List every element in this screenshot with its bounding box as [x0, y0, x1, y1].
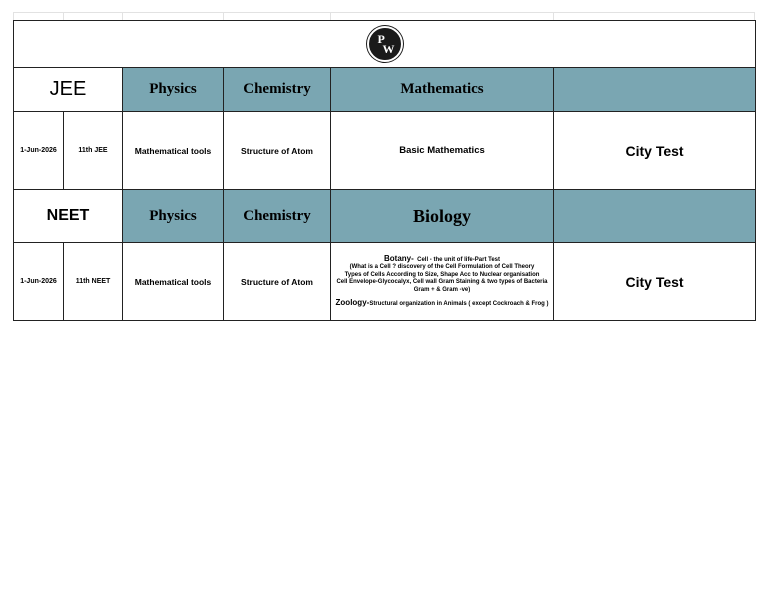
- schedule-table: [13, 20, 756, 321]
- neet-exam-label: NEET: [14, 190, 123, 243]
- neet-biology-header: Biology: [331, 190, 554, 243]
- neet-biology-topic: [331, 243, 554, 321]
- botany-label: Botany-: [383, 253, 414, 263]
- zoology-text: Structural organization in Animals ( except Cockroach & Frog ): [369, 301, 549, 307]
- jee-class: 11th JEE: [64, 112, 123, 190]
- neet-test-name: City Test: [554, 243, 756, 321]
- neet-class: 11th NEET: [64, 243, 123, 321]
- botany-line-4: Cell Envelope-Glycocalyx, Cell wall Gram Staining & two types of Bacteria: [336, 279, 548, 285]
- jee-date: 1-Jun-2026: [14, 112, 64, 190]
- jee-header-row: [14, 68, 756, 112]
- zoology-label: Zoology-: [335, 298, 370, 307]
- jee-physics-topic: Mathematical tools: [123, 112, 224, 190]
- jee-test-header: [554, 68, 756, 112]
- botany-line-5: Gram + & Gram -ve): [413, 286, 471, 293]
- jee-math-topic: Basic Mathematics: [331, 112, 554, 190]
- jee-schedule-row: [14, 112, 756, 190]
- botany-line-2: (What is a Cell ? discovery of the Cell Formulation of Cell Theory: [349, 264, 535, 270]
- botany-heading: [333, 255, 551, 265]
- neet-chemistry-topic: Structure of Atom: [224, 243, 331, 321]
- botany-line-3: Types of Cells According to Size, Shape Acc to Nuclear organisation: [344, 271, 540, 278]
- zoology-line: [333, 299, 551, 309]
- neet-chemistry-header: Chemistry: [224, 190, 331, 243]
- neet-physics-topic: Mathematical tools: [123, 243, 224, 321]
- jee-chemistry-header: Chemistry: [224, 68, 331, 112]
- pw-logo-icon: P W: [367, 26, 403, 62]
- neet-physics-header: Physics: [123, 190, 224, 243]
- botany-line-1: Cell - the unit of life-Part Test: [417, 256, 501, 263]
- logo-cell: [14, 21, 756, 68]
- jee-mathematics-header: Mathematics: [331, 68, 554, 112]
- jee-physics-header: Physics: [123, 68, 224, 112]
- jee-exam-label: JEE: [14, 68, 123, 112]
- neet-header-row: [14, 190, 756, 243]
- neet-schedule-row: [14, 243, 756, 321]
- jee-chemistry-topic: Structure of Atom: [224, 112, 331, 190]
- neet-test-header: [554, 190, 756, 243]
- jee-test-name: City Test: [554, 112, 756, 190]
- neet-date: 1-Jun-2026: [14, 243, 64, 321]
- logo-row: [14, 21, 756, 68]
